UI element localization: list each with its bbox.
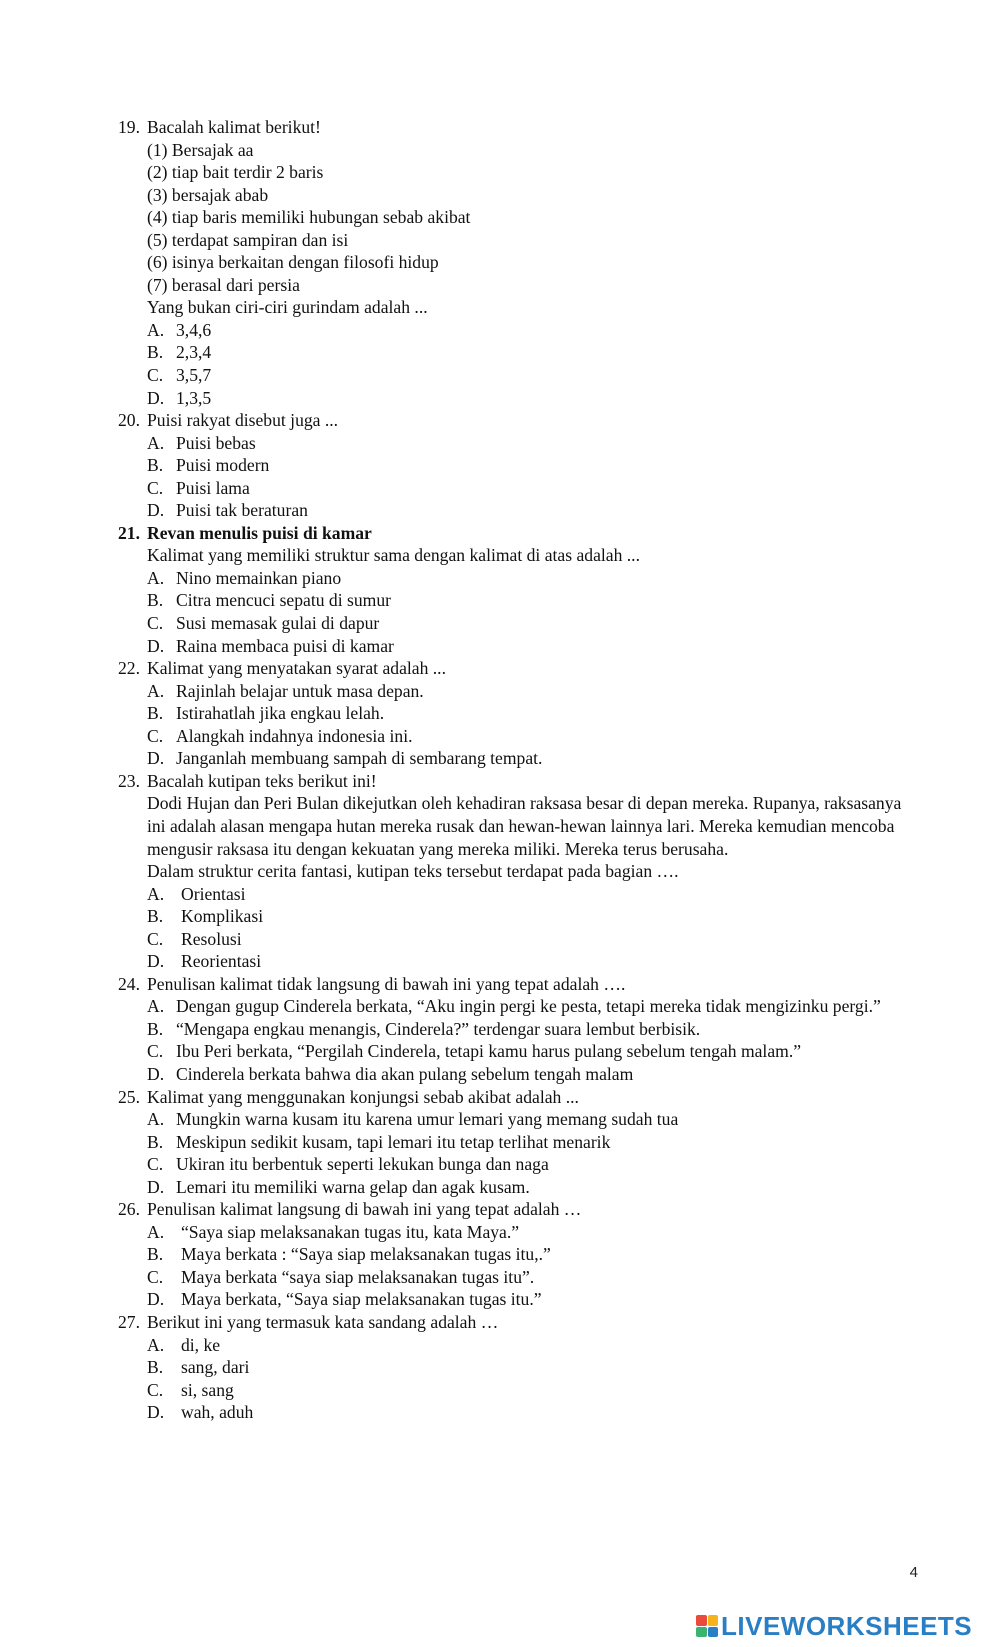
question-number: 21.	[118, 522, 140, 543]
question-number: 25.	[118, 1086, 140, 1107]
answer-option[interactable]	[147, 1379, 918, 1402]
worksheet-page	[118, 116, 918, 1424]
question-text: Kalimat yang menggunakan konjungsi sebab akibat adalah ...	[147, 1086, 579, 1107]
option-letter: C.	[147, 365, 164, 386]
option-text: “Saya siap melaksanakan tugas itu, kata Maya.”	[181, 1221, 520, 1242]
answer-option[interactable]	[147, 589, 918, 612]
option-letter: A.	[147, 883, 165, 904]
option-letter: C.	[147, 613, 164, 634]
question-text: Penulisan kalimat tidak langsung di bawah ini yang tepat adalah ….	[147, 973, 626, 994]
answer-option[interactable]	[147, 1176, 918, 1199]
option-letter: D.	[147, 500, 165, 521]
answer-option[interactable]	[147, 499, 918, 522]
option-letter: A.	[147, 432, 165, 453]
option-text: wah, aduh	[181, 1402, 254, 1423]
answer-option[interactable]	[147, 905, 918, 928]
option-letter: A.	[147, 1109, 165, 1130]
answer-option[interactable]	[147, 341, 918, 364]
option-text: 2,3,4	[176, 342, 212, 363]
answer-option[interactable]	[147, 364, 918, 387]
answer-option[interactable]	[147, 1288, 918, 1311]
option-letter: B.	[147, 906, 164, 927]
answer-option[interactable]	[147, 319, 918, 342]
option-text: Puisi modern	[176, 455, 270, 476]
option-letter: A.	[147, 1221, 165, 1242]
answer-option[interactable]	[147, 567, 918, 590]
option-text: Citra mencuci sepatu di sumur	[176, 590, 391, 611]
statement-line: (1) Bersajak aa	[147, 139, 254, 160]
logo-block-blue	[708, 1627, 719, 1638]
question-number: 23.	[118, 770, 140, 791]
question-22	[118, 657, 918, 770]
option-letter: D.	[147, 387, 165, 408]
option-letter: A.	[147, 567, 165, 588]
answer-option[interactable]	[147, 387, 918, 410]
question-19	[118, 116, 918, 409]
option-text: Lemari itu memiliki warna gelap dan agak kusam.	[176, 1176, 530, 1197]
option-text: Orientasi	[181, 883, 246, 904]
statement-line: (7) berasal dari persia	[147, 274, 300, 295]
question-number: 27.	[118, 1311, 140, 1332]
answer-option[interactable]	[147, 1040, 918, 1063]
option-text: Komplikasi	[181, 906, 264, 927]
option-letter: D.	[147, 748, 165, 769]
option-text: Maya berkata, “Saya siap melaksanakan tugas itu.”	[181, 1289, 542, 1310]
page-number: 4	[909, 1564, 918, 1581]
question-number: 20.	[118, 410, 140, 431]
option-letter: C.	[147, 1041, 164, 1062]
option-text: Maya berkata : “Saya siap melaksanakan tugas itu,.”	[181, 1244, 551, 1265]
option-text: Mungkin warna kusam itu karena umur lemari yang memang sudah tua	[176, 1109, 679, 1130]
logo-block-yellow	[708, 1615, 719, 1626]
question-23	[118, 770, 918, 973]
option-letter: A.	[147, 319, 165, 340]
reading-passage: Dodi Hujan dan Peri Bulan dikejutkan oleh kehadiran raksasa besar di depan mereka. Rupanya, raksasanya ini adalah alasan mengapa hutan mereka rusak dan hewan-hewan lainnya lari. Mereka kemudian mencoba mengusir raksasa itu dengan kekuatan yang mereka miliki. Mereka terus berusaha.	[147, 793, 902, 859]
question-20	[118, 409, 918, 522]
statement-line: (2) tiap bait terdir 2 baris	[147, 162, 324, 183]
option-text: Susi memasak gulai di dapur	[176, 613, 380, 634]
option-letter: C.	[147, 1266, 164, 1287]
option-text: Dengan gugup Cinderela berkata, “Aku ingin pergi ke pesta, tetapi mereka tidak mengizinku pergi.”	[176, 996, 881, 1017]
option-text: Alangkah indahnya indonesia ini.	[176, 725, 413, 746]
question-prompt: Kalimat yang memiliki struktur sama dengan kalimat di atas adalah ...	[147, 545, 640, 566]
option-letter: B.	[147, 1018, 164, 1039]
answer-option[interactable]	[147, 1221, 918, 1244]
logo-blocks-icon	[696, 1615, 718, 1637]
question-27	[118, 1311, 918, 1424]
question-text: Puisi rakyat disebut juga ...	[147, 410, 339, 431]
option-text: Raina membaca puisi di kamar	[176, 635, 394, 656]
answer-option[interactable]	[147, 950, 918, 973]
answer-option[interactable]	[147, 612, 918, 635]
answer-option[interactable]	[147, 1266, 918, 1289]
answer-option[interactable]	[147, 680, 918, 703]
question-text: Bacalah kutipan teks berikut ini!	[147, 770, 377, 791]
answer-option[interactable]	[147, 1153, 918, 1176]
option-letter: A.	[147, 680, 165, 701]
answer-option[interactable]	[147, 432, 918, 455]
answer-option[interactable]	[147, 702, 918, 725]
question-21	[118, 522, 918, 657]
option-text: Istirahatlah jika engkau lelah.	[176, 703, 385, 724]
question-text: Berikut ini yang termasuk kata sandang adalah …	[147, 1311, 499, 1332]
answer-option[interactable]	[147, 995, 918, 1018]
logo-block-red	[696, 1615, 707, 1626]
question-text: Revan menulis puisi di kamar	[147, 522, 372, 543]
liveworksheets-logo	[696, 1612, 972, 1640]
question-number: 19.	[118, 117, 140, 137]
answer-option[interactable]	[147, 1063, 918, 1086]
option-text: Ukiran itu berbentuk seperti lekukan bunga dan naga	[176, 1154, 549, 1175]
answer-option[interactable]	[147, 883, 918, 906]
answer-option[interactable]	[147, 1131, 918, 1154]
option-text: sang, dari	[181, 1357, 250, 1378]
question-text: Kalimat yang menyatakan syarat adalah ...	[147, 658, 446, 679]
answer-option[interactable]	[147, 1243, 918, 1266]
question-number: 26.	[118, 1199, 140, 1220]
option-letter: B.	[147, 1357, 164, 1378]
option-letter: D.	[147, 1289, 165, 1310]
question-number: 22.	[118, 658, 140, 679]
option-text: Ibu Peri berkata, “Pergilah Cinderela, tetapi kamu harus pulang sebelum tengah malam.”	[176, 1041, 802, 1062]
question-number: 24.	[118, 973, 140, 994]
question-prompt: Dalam struktur cerita fantasi, kutipan teks tersebut terdapat pada bagian ….	[147, 861, 679, 882]
question-text: Penulisan kalimat langsung di bawah ini yang tepat adalah …	[147, 1199, 582, 1220]
option-letter: C.	[147, 1154, 164, 1175]
option-text: Cinderela berkata bahwa dia akan pulang sebelum tengah malam	[176, 1063, 634, 1084]
option-text: Meskipun sedikit kusam, tapi lemari itu tetap terlihat menarik	[176, 1131, 611, 1152]
question-24	[118, 973, 918, 1086]
answer-option[interactable]	[147, 1018, 918, 1041]
option-text: Maya berkata “saya siap melaksanakan tugas itu”.	[181, 1266, 535, 1287]
answer-option[interactable]	[147, 1334, 918, 1357]
question-prompt: Yang bukan ciri-ciri gurindam adalah ...	[147, 297, 428, 318]
option-letter: D.	[147, 1176, 165, 1197]
option-letter: D.	[147, 1063, 165, 1084]
option-text: Resolusi	[181, 928, 242, 949]
option-text: 3,5,7	[176, 365, 212, 386]
option-letter: C.	[147, 725, 164, 746]
answer-option[interactable]	[147, 928, 918, 951]
logo-block-green	[696, 1627, 707, 1638]
question-26	[118, 1198, 918, 1311]
statement-line: (6) isinya berkaitan dengan filosofi hidup	[147, 252, 439, 273]
option-letter: B.	[147, 1244, 164, 1265]
option-letter: A.	[147, 1334, 165, 1355]
option-letter: B.	[147, 703, 164, 724]
option-text: 3,4,6	[176, 319, 212, 340]
answer-option[interactable]	[147, 1108, 918, 1131]
option-letter: B.	[147, 342, 164, 363]
logo-text: LIVEWORKSHEETS	[721, 1611, 973, 1641]
option-letter: C.	[147, 928, 164, 949]
answer-option[interactable]	[147, 477, 918, 500]
option-letter: C.	[147, 1379, 164, 1400]
question-text: Bacalah kalimat berikut!	[147, 117, 321, 137]
option-text: si, sang	[181, 1379, 234, 1400]
answer-option[interactable]	[147, 1356, 918, 1379]
option-text: di, ke	[181, 1334, 221, 1355]
option-letter: A.	[147, 996, 165, 1017]
question-25	[118, 1086, 918, 1199]
option-text: Reorientasi	[181, 951, 262, 972]
option-text: Rajinlah belajar untuk masa depan.	[176, 680, 424, 701]
option-text: Nino memainkan piano	[176, 567, 342, 588]
option-letter: B.	[147, 455, 164, 476]
statement-line: (4) tiap baris memiliki hubungan sebab akibat	[147, 207, 471, 228]
answer-option[interactable]	[147, 454, 918, 477]
option-text: Puisi tak beraturan	[176, 500, 308, 521]
answer-option[interactable]	[147, 635, 918, 658]
option-text: 1,3,5	[176, 387, 212, 408]
answer-option[interactable]	[147, 725, 918, 748]
option-text: Puisi bebas	[176, 432, 256, 453]
option-letter: C.	[147, 477, 164, 498]
statement-line: (5) terdapat sampiran dan isi	[147, 229, 349, 250]
option-letter: B.	[147, 1131, 164, 1152]
option-letter: D.	[147, 1402, 165, 1423]
option-letter: B.	[147, 590, 164, 611]
option-text: Janganlah membuang sampah di sembarang tempat.	[176, 748, 543, 769]
option-text: Puisi lama	[176, 477, 250, 498]
option-letter: D.	[147, 635, 165, 656]
answer-option[interactable]	[147, 1401, 918, 1424]
option-text: “Mengapa engkau menangis, Cinderela?” terdengar suara lembut berbisik.	[176, 1018, 701, 1039]
answer-option[interactable]	[147, 747, 918, 770]
option-letter: D.	[147, 951, 165, 972]
statement-line: (3) bersajak abab	[147, 184, 269, 205]
